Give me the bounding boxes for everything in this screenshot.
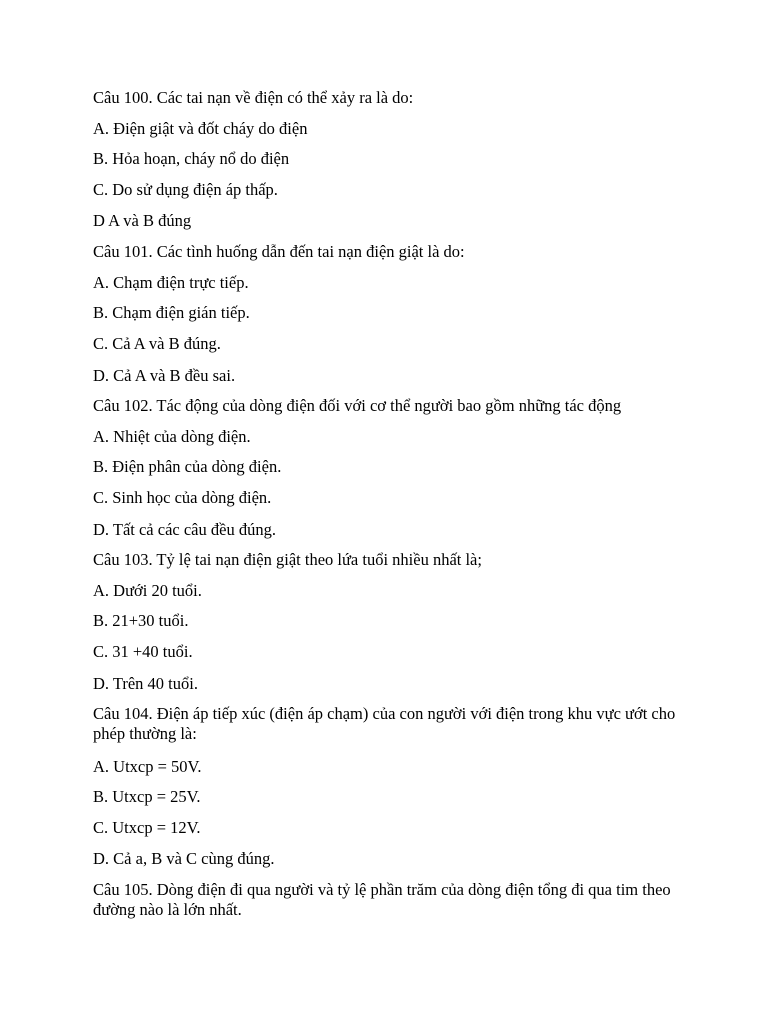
- answer-101-d: D. Cả A và B đều sai.: [93, 366, 236, 385]
- answer-104-b: B. Utxcp = 25V.: [93, 787, 201, 806]
- answer-100-b: B. Hỏa hoạn, cháy nổ do điện: [93, 149, 290, 168]
- answer-102-d: D. Tất cả các câu đều đúng.: [93, 520, 276, 539]
- answer-103-c: C. 31 +40 tuổi.: [93, 642, 193, 661]
- answer-101-a: A. Chạm điện trực tiếp.: [93, 273, 249, 292]
- question-105: Câu 105. Dòng điện đi qua người và tỷ lệ phần trăm của dòng điện tổng đi qua tim theo đường nào là lớn nhất.: [93, 880, 671, 919]
- question-101: Câu 101. Các tình huống dẫn đến tai nạn điện giật là do:: [93, 242, 465, 261]
- question-104: Câu 104. Điện áp tiếp xúc (điện áp chạm) của con người với điện trong khu vực ướt cho phép thường là:: [93, 704, 676, 743]
- question-103: Câu 103. Tỷ lệ tai nạn điện giật theo lứa tuổi nhiều nhất là;: [93, 550, 482, 569]
- answer-103-a: A. Dưới 20 tuổi.: [93, 581, 202, 600]
- answer-104-d: D. Cả a, B và C cùng đúng.: [93, 849, 275, 868]
- answer-100-a: A. Điện giật và đốt cháy do điện: [93, 119, 308, 138]
- answer-102-b: B. Điện phân của dòng điện.: [93, 457, 282, 476]
- answer-102-c: C. Sinh học của dòng điện.: [93, 488, 272, 507]
- answer-101-b: B. Chạm điện gián tiếp.: [93, 303, 250, 322]
- question-102: Câu 102. Tác động của dòng điện đối với cơ thể người bao gồm những tác động: [93, 396, 622, 415]
- answer-100-c: C. Do sử dụng điện áp thấp.: [93, 180, 278, 199]
- answer-101-c: C. Cả A và B đúng.: [93, 334, 221, 353]
- answer-104-c: C. Utxcp = 12V.: [93, 818, 201, 837]
- answer-100-d: D A và B đúng: [93, 211, 192, 230]
- answer-104-a: A. Utxcp = 50V.: [93, 757, 202, 776]
- question-100: Câu 100. Các tai nạn về điện có thể xảy ra là do:: [93, 88, 414, 107]
- answer-103-b: B. 21+30 tuổi.: [93, 611, 189, 630]
- answer-103-d: D. Trên 40 tuổi.: [93, 674, 198, 693]
- answer-102-a: A. Nhiệt của dòng điện.: [93, 427, 251, 446]
